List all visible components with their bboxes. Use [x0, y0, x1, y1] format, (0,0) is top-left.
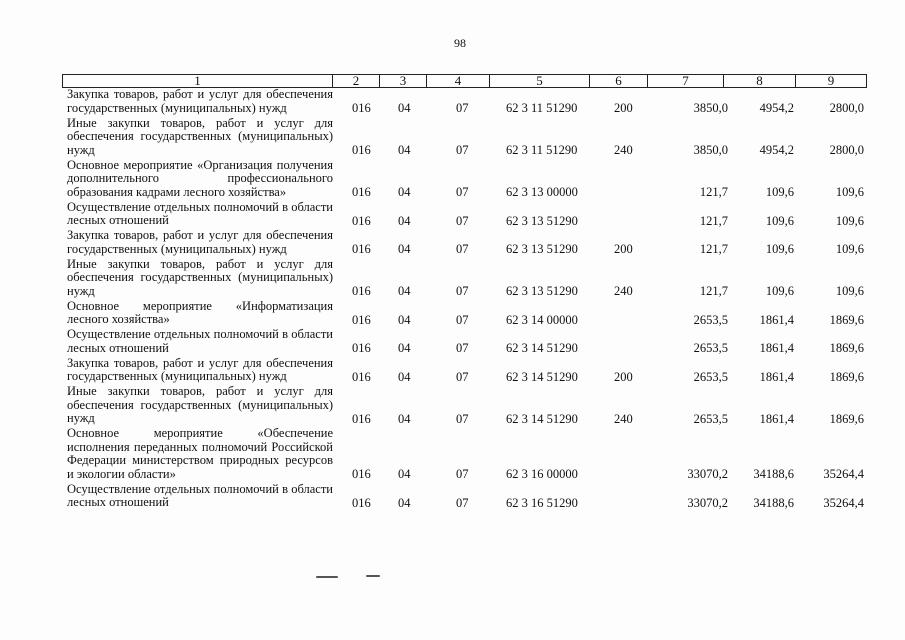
header-col-7: 7: [648, 75, 724, 87]
cell-expense-type: 240: [614, 143, 633, 157]
cell-target-article: 62 3 14 51290: [506, 369, 578, 384]
cell-expense-type: 200: [614, 369, 633, 384]
cell-ministry: 016: [352, 242, 371, 256]
cell-amount-year-1: 2653,5: [693, 341, 728, 355]
cell-amount-year-2: 109,6: [765, 185, 794, 199]
row-description: Осуществление отдельных полномочий в области лесных отношений: [67, 327, 333, 355]
header-col-2: 2: [333, 75, 380, 87]
header-col-6: 6: [590, 75, 648, 87]
scan-artifact: [366, 575, 380, 577]
cell-ministry: 016: [352, 312, 371, 327]
cell-amount-year-3: 109,6: [835, 284, 864, 298]
cell-section: 04: [398, 467, 411, 481]
cell-section: 04: [398, 101, 411, 115]
cell-target-article: 62 3 13 51290: [506, 213, 578, 228]
cell-subsection: 07: [456, 341, 469, 355]
cell-ministry: 016: [352, 101, 371, 115]
cell-target-article: 62 3 14 51290: [506, 411, 578, 426]
cell-amount-year-1: 2653,5: [693, 312, 728, 327]
header-col-1: 1: [63, 75, 333, 87]
cell-subsection: 07: [456, 185, 469, 199]
cell-subsection: 07: [456, 312, 469, 327]
cell-section: 04: [398, 284, 411, 298]
cell-section: 04: [398, 143, 411, 157]
cell-subsection: 07: [456, 284, 469, 298]
row-description: Иные закупки товаров, работ и услуг для обеспечения государственных (муниципальных) нужд: [67, 384, 333, 425]
cell-subsection: 07: [456, 411, 469, 426]
header-col-4: 4: [427, 75, 490, 87]
cell-ministry: 016: [352, 185, 371, 199]
cell-amount-year-3: 1869,6: [829, 411, 864, 426]
cell-target-article: 62 3 13 51290: [506, 242, 578, 256]
cell-ministry: 016: [352, 411, 371, 426]
row-description: Закупка товаров, работ и услуг для обеспечения государственных (муниципальных) нужд: [67, 355, 333, 383]
cell-section: 04: [398, 185, 411, 199]
cell-amount-year-1: 121,7: [699, 284, 728, 298]
cell-amount-year-1: 3850,0: [693, 101, 728, 115]
table-header: [62, 74, 867, 88]
cell-amount-year-3: 35264,4: [823, 495, 864, 510]
cell-subsection: 07: [456, 242, 469, 256]
cell-target-article: 62 3 13 00000: [506, 185, 578, 199]
cell-section: 04: [398, 312, 411, 327]
cell-amount-year-2: 109,6: [765, 242, 794, 256]
cell-subsection: 07: [456, 143, 469, 157]
row-description: Основное мероприятие «Обеспечение исполнения переданных полномочий Российской Федерации министерством природных ресурсов и экологии области»: [67, 426, 333, 481]
cell-section: 04: [398, 411, 411, 426]
row-description: Осуществление отдельных полномочий в области лесных отношений: [67, 481, 333, 509]
cell-amount-year-2: 4954,2: [759, 101, 794, 115]
cell-target-article: 62 3 11 51290: [506, 143, 578, 157]
cell-amount-year-1: 3850,0: [693, 143, 728, 157]
cell-section: 04: [398, 369, 411, 384]
header-col-5: 5: [490, 75, 590, 87]
cell-section: 04: [398, 341, 411, 355]
cell-amount-year-3: 109,6: [835, 185, 864, 199]
cell-amount-year-1: 121,7: [699, 185, 728, 199]
cell-amount-year-3: 35264,4: [823, 467, 864, 481]
cell-ministry: 016: [352, 467, 371, 481]
row-description: Основное мероприятие «Организация получения дополнительного профессионального образования кадрами лесного хозяйства»: [67, 157, 333, 199]
header-col-9: 9: [827, 73, 835, 88]
page-number: 98: [454, 36, 466, 50]
cell-target-article: 62 3 11 51290: [506, 101, 578, 115]
cell-ministry: 016: [352, 213, 371, 228]
cell-subsection: 07: [456, 467, 469, 481]
cell-ministry: 016: [352, 341, 371, 355]
cell-subsection: 07: [456, 369, 469, 384]
cell-amount-year-3: 1869,6: [829, 312, 864, 327]
scan-artifact: [316, 576, 338, 578]
cell-subsection: 07: [456, 495, 469, 510]
cell-amount-year-1: 33070,2: [687, 467, 728, 481]
cell-amount-year-2: 1861,4: [759, 369, 794, 384]
row-description: Основное мероприятие «Информатизация лесного хозяйства»: [67, 298, 333, 326]
cell-amount-year-1: 121,7: [699, 213, 728, 228]
cell-amount-year-2: 1861,4: [759, 341, 794, 355]
cell-target-article: 62 3 14 51290: [506, 341, 578, 355]
cell-amount-year-2: 4954,2: [759, 143, 794, 157]
cell-subsection: 07: [456, 213, 469, 228]
cell-expense-type: 240: [614, 284, 633, 298]
cell-amount-year-3: 1869,6: [829, 341, 864, 355]
cell-amount-year-2: 34188,6: [753, 467, 794, 481]
cell-ministry: 016: [352, 495, 371, 510]
cell-amount-year-2: 1861,4: [759, 411, 794, 426]
cell-amount-year-1: 2653,5: [693, 411, 728, 426]
cell-expense-type: 240: [614, 411, 633, 426]
cell-target-article: 62 3 14 00000: [506, 312, 578, 327]
cell-amount-year-3: 109,6: [835, 213, 864, 228]
row-description: Осуществление отдельных полномочий в области лесных отношений: [67, 199, 333, 227]
cell-amount-year-2: 34188,6: [753, 495, 794, 510]
cell-ministry: 016: [352, 369, 371, 384]
cell-subsection: 07: [456, 101, 469, 115]
row-description: Закупка товаров, работ и услуг для обеспечения государственных (муниципальных) нужд: [67, 228, 333, 256]
cell-section: 04: [398, 242, 411, 256]
cell-amount-year-2: 1861,4: [759, 312, 794, 327]
cell-amount-year-3: 2800,0: [829, 143, 864, 157]
cell-expense-type: 200: [614, 242, 633, 256]
cell-target-article: 62 3 16 00000: [506, 467, 578, 481]
header-col-3: 3: [380, 75, 427, 87]
cell-amount-year-1: 2653,5: [693, 369, 728, 384]
cell-ministry: 016: [352, 284, 371, 298]
header-col-8: 8: [724, 75, 796, 87]
cell-amount-year-1: 121,7: [699, 242, 728, 256]
row-description: Иные закупки товаров, работ и услуг для обеспечения государственных (муниципальных) нужд: [67, 256, 333, 298]
cell-expense-type: 200: [614, 101, 633, 115]
cell-target-article: 62 3 13 51290: [506, 284, 578, 298]
cell-amount-year-3: 2800,0: [829, 101, 864, 115]
cell-amount-year-2: 109,6: [765, 284, 794, 298]
cell-amount-year-2: 109,6: [765, 213, 794, 228]
cell-amount-year-3: 1869,6: [829, 369, 864, 384]
cell-amount-year-3: 109,6: [835, 242, 864, 256]
cell-amount-year-1: 33070,2: [687, 495, 728, 510]
cell-section: 04: [398, 213, 411, 228]
cell-section: 04: [398, 495, 411, 510]
row-description: Иные закупки товаров, работ и услуг для обеспечения государственных (муниципальных) нужд: [67, 115, 333, 157]
cell-ministry: 016: [352, 143, 371, 157]
row-description: Закупка товаров, работ и услуг для обеспечения государственных (муниципальных) нужд: [67, 87, 333, 115]
cell-target-article: 62 3 16 51290: [506, 495, 578, 510]
